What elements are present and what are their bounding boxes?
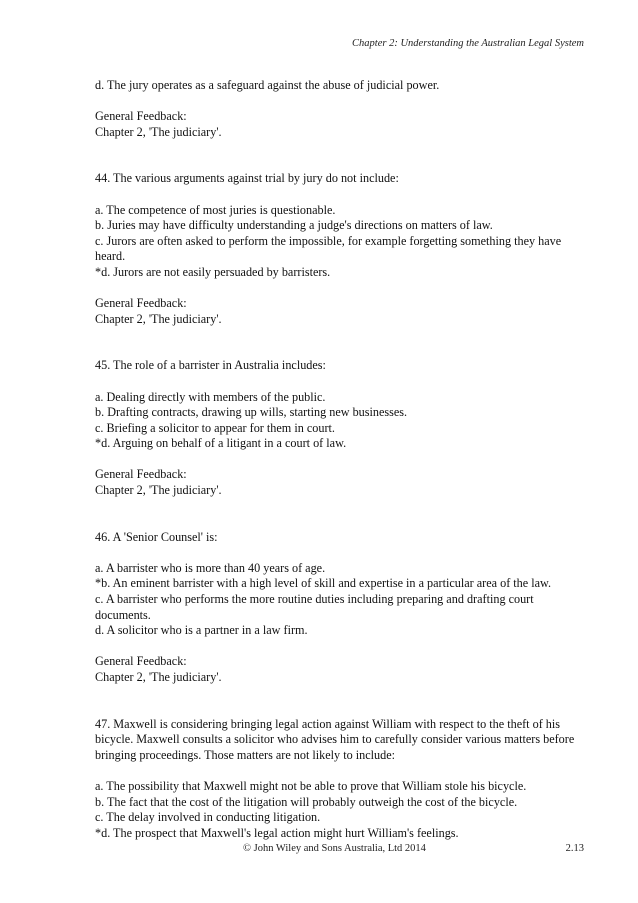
option: c. A barrister who performs the more routine duties including preparing and drafting court documents. bbox=[95, 592, 534, 622]
feedback-text: Chapter 2, 'The judiciary'. bbox=[95, 124, 222, 139]
feedback-label: General Feedback: bbox=[95, 467, 187, 482]
option: c. Jurors are often asked to perform the impossible, for example forgetting something they have heard. bbox=[95, 233, 562, 264]
option: b. Drafting contracts, drawing up wills, starting new businesses. bbox=[95, 405, 408, 420]
option: a. A barrister who is more than 40 years of age. bbox=[95, 560, 326, 575]
feedback-label: General Feedback: bbox=[95, 109, 187, 124]
copyright-notice: © John Wiley and Sons Australia, Ltd 2014 bbox=[243, 843, 426, 854]
question-block bbox=[95, 171, 590, 327]
feedback-text: Chapter 2, 'The judiciary'. bbox=[95, 311, 222, 326]
question-block bbox=[95, 358, 590, 498]
option: b. The fact that the cost of the litigation will probably outweigh the cost of the bicycle. bbox=[95, 794, 518, 809]
running-header: Chapter 2: Understanding the Australian Legal System bbox=[352, 38, 584, 49]
option: a. The competence of most juries is questionable. bbox=[95, 202, 336, 217]
option: *d. The prospect that Maxwell's legal action might hurt William's feelings. bbox=[95, 825, 459, 840]
option: *d. Arguing on behalf of a litigant in a court of law. bbox=[95, 436, 347, 451]
option: *d. Jurors are not easily persuaded by barristers. bbox=[95, 264, 331, 279]
option: b. Juries may have difficulty understanding a judge's directions on matters of law. bbox=[95, 218, 493, 233]
question-block bbox=[95, 717, 590, 842]
option: c. The delay involved in conducting litigation. bbox=[95, 810, 321, 825]
option: *b. An eminent barrister with a high level of skill and expertise in a particular area of the law. bbox=[95, 576, 552, 591]
question-stem: 46. A 'Senior Counsel' is: bbox=[95, 529, 218, 544]
option: c. Briefing a solicitor to appear for them in court. bbox=[95, 420, 335, 435]
feedback-label: General Feedback: bbox=[95, 296, 187, 311]
option: a. Dealing directly with members of the public. bbox=[95, 389, 326, 404]
question-block bbox=[95, 530, 590, 686]
feedback-text: Chapter 2, 'The judiciary'. bbox=[95, 483, 222, 498]
page-number: 2.13 bbox=[565, 843, 584, 854]
option: d. The jury operates as a safeguard against the abuse of judicial power. bbox=[95, 78, 440, 92]
option: a. The possibility that Maxwell might not be able to prove that William stole his bicycle. bbox=[95, 778, 527, 793]
feedback-label: General Feedback: bbox=[95, 654, 187, 669]
page-content bbox=[95, 78, 590, 841]
feedback-text: Chapter 2, 'The judiciary'. bbox=[95, 670, 222, 684]
question-stem: 44. The various arguments against trial by jury do not include: bbox=[95, 171, 399, 186]
question-stem: 47. Maxwell is considering bringing legal action against William with respect to the theft of his bicycle. Maxwell consults a solicitor who advises him to carefully consider various matters before bringing proceedings. Those matters are not likely to include: bbox=[95, 716, 575, 762]
question-stem: 45. The role of a barrister in Australia includes: bbox=[95, 358, 326, 373]
option: d. A solicitor who is a partner in a law firm. bbox=[95, 623, 308, 638]
